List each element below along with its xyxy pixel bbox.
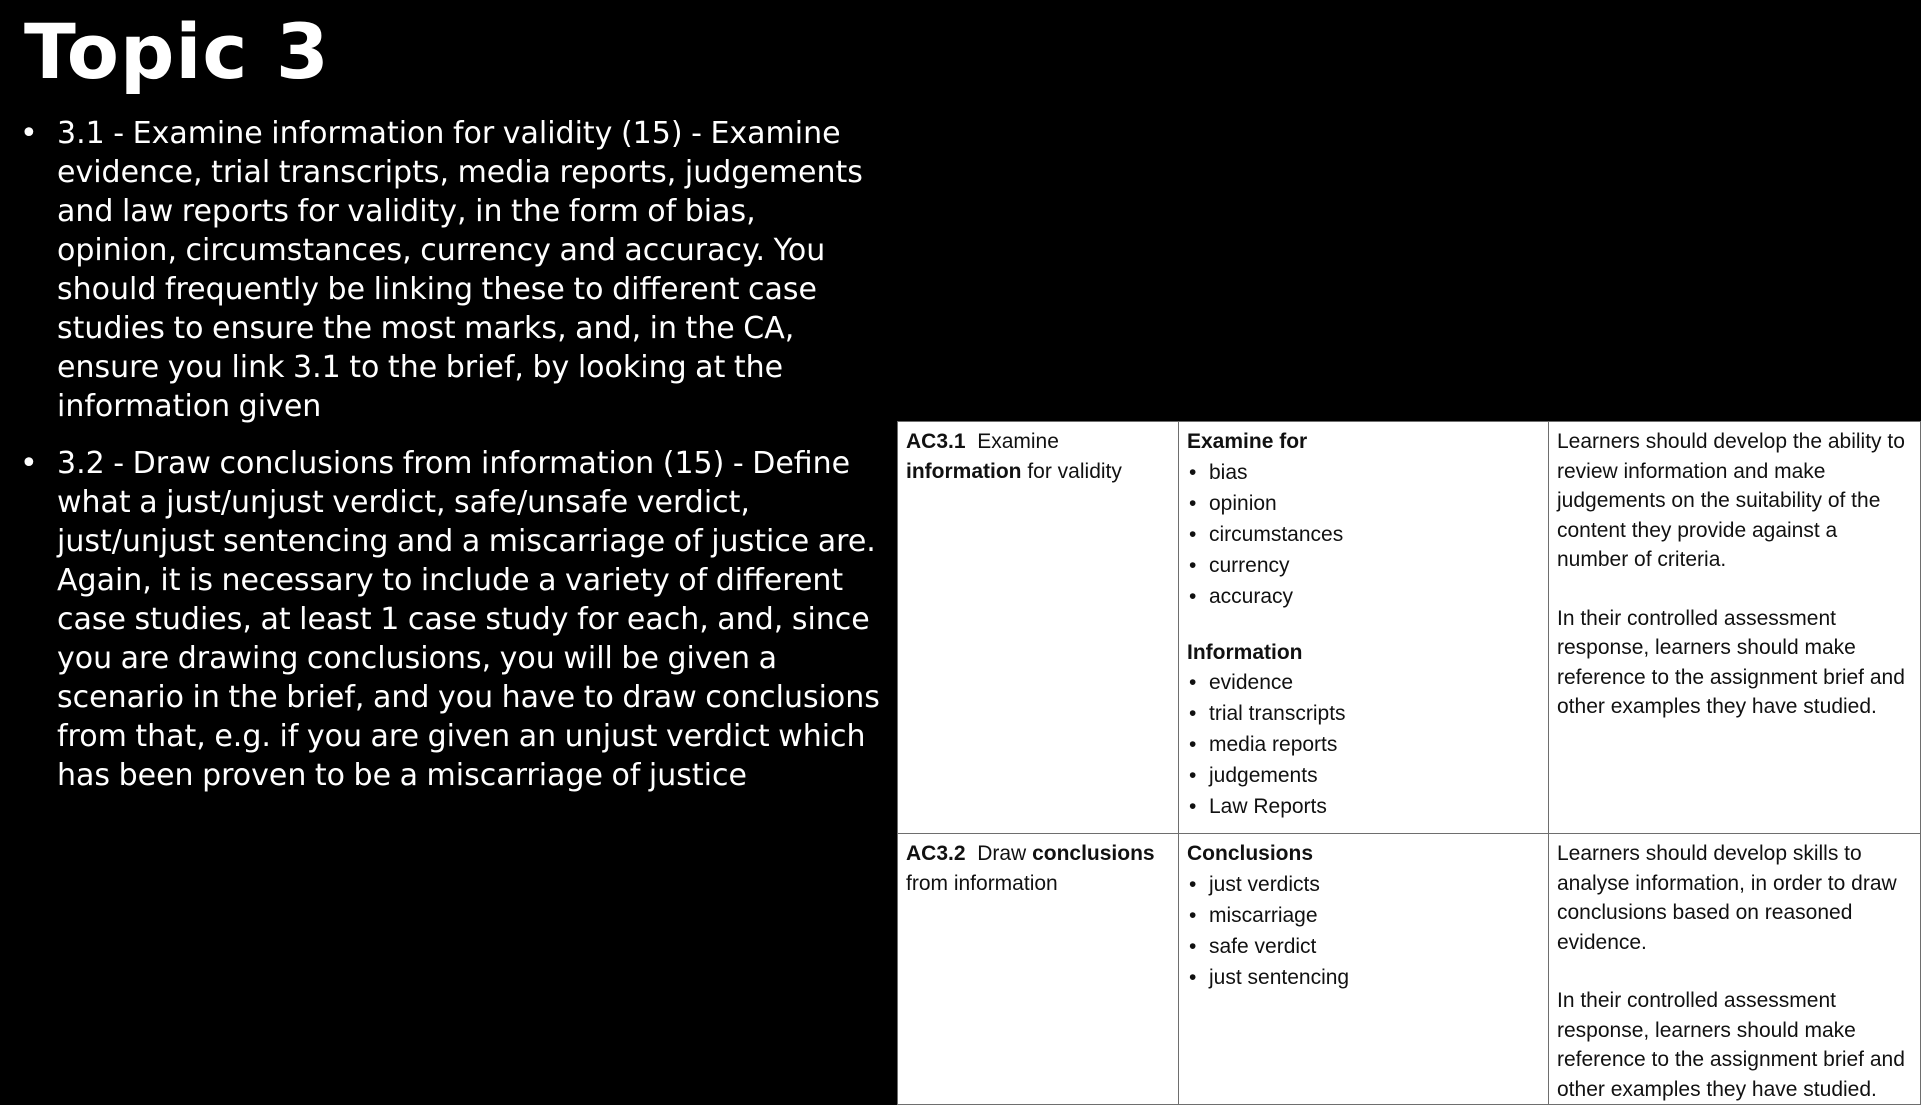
list-item: • Law Reports — [1187, 791, 1540, 822]
content-cell — [1179, 422, 1549, 834]
guidance-cell — [1549, 422, 1921, 834]
guidance-paragraph: In their controlled assessment response, learners should make reference to the assignment brief and other examples they have studied. — [1557, 606, 1905, 718]
ac-cell — [898, 834, 1179, 1105]
guidance-cell — [1549, 834, 1921, 1105]
information-list — [1187, 667, 1540, 822]
list-item: • bias — [1187, 457, 1540, 488]
bullet-dot-icon: • — [20, 116, 38, 151]
table-row-ac3-2 — [898, 834, 1921, 1105]
group-heading-information: Information — [1187, 640, 1303, 664]
list-item: • judgements — [1187, 760, 1540, 791]
guidance-paragraph: Learners should develop skills to analyse information, in order to draw conclusions based on reasoned evidence. — [1557, 842, 1897, 954]
ac-title-post: from information — [906, 871, 1058, 895]
bullet-dot-icon: • — [20, 446, 38, 481]
ac-title-bold: information — [906, 459, 1022, 483]
ac-code: AC3.1 — [906, 430, 966, 453]
guidance-paragraph: Learners should develop the ability to review information and make judgements on the suitability of the content they provide against a number of criteria. — [1557, 430, 1905, 571]
bullet-text: 3.2 - Draw conclusions from information (15) - Define what a just/unjust verdict, safe/unsafe verdict, just/unjust sentencing and a miscarriage of justice are. Again, it is necessary to include a variety of different case studies, at least 1 case study for each, and, since you are drawing conclusions, you will be given a scenario in the brief, and you have to draw conclusions from that, e.g. if you are given an unjust verdict which has been proven to be a miscarriage of justice — [57, 446, 880, 793]
list-item: • miscarriage — [1187, 900, 1540, 931]
content-cell — [1179, 834, 1549, 1105]
list-item: • safe verdict — [1187, 931, 1540, 962]
examine-for-list — [1187, 457, 1540, 612]
specification-table — [897, 421, 1921, 1105]
list-item: • media reports — [1187, 729, 1540, 760]
list-item: • trial transcripts — [1187, 698, 1540, 729]
list-item: • currency — [1187, 550, 1540, 581]
bullet-text: 3.1 - Examine information for validity (15) - Examine evidence, trial transcripts, media reports, judgements and law reports for validity, in the form of bias, opinion, circumstances, currency and accuracy. You should frequently be linking these to different case studies to ensure the most marks, and, in the CA, ensure you link 3.1 to the brief, by looking at the information given — [57, 116, 863, 424]
ac-title-pre: Draw — [977, 842, 1027, 865]
bullet-item-3-2 — [0, 444, 880, 795]
conclusions-list — [1187, 869, 1540, 993]
ac-title-pre: Examine — [977, 430, 1059, 453]
bullet-list — [0, 114, 880, 795]
ac-title-bold: conclusions — [1032, 842, 1155, 865]
table-row-ac3-1 — [898, 422, 1921, 834]
list-item: • just verdicts — [1187, 869, 1540, 900]
group-heading-conclusions: Conclusions — [1187, 842, 1314, 865]
ac-title-post: for validity — [1027, 459, 1122, 483]
ac-code: AC3.2 — [906, 842, 966, 865]
list-item: • evidence — [1187, 667, 1540, 698]
group-heading-examine-for: Examine for — [1187, 430, 1308, 453]
list-item: • accuracy — [1187, 581, 1540, 612]
guidance-paragraph: In their controlled assessment response, learners should make reference to the assignment brief and other examples they have studied. — [1557, 989, 1905, 1101]
list-item: • opinion — [1187, 488, 1540, 519]
list-item: • circumstances — [1187, 519, 1540, 550]
bullet-item-3-1 — [0, 114, 880, 426]
ac-cell — [898, 422, 1179, 834]
list-item: • just sentencing — [1187, 962, 1540, 993]
slide-title: Topic 3 — [24, 7, 330, 96]
